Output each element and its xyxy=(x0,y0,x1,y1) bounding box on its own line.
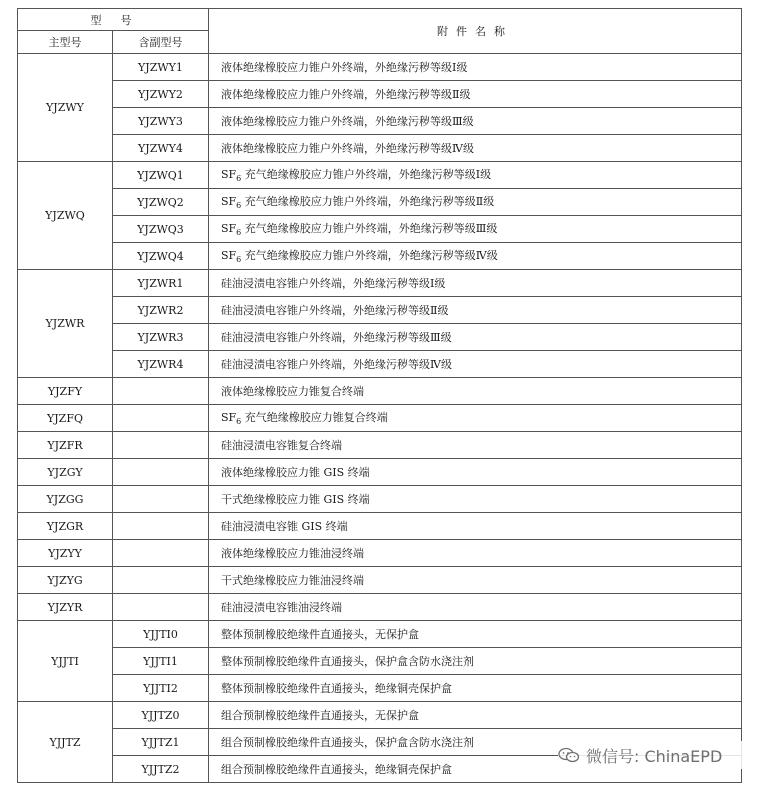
accessory-name-text: 液体绝缘橡胶应力锥户外终端，外绝缘污秽等级Ⅳ级 xyxy=(221,142,474,155)
accessory-name-cell xyxy=(209,675,742,702)
accessory-name-cell xyxy=(209,351,742,378)
sub-model-cell: YJJTI0 xyxy=(113,621,209,648)
accessory-name-cell xyxy=(209,216,742,243)
accessory-name-text: 组合预制橡胶绝缘件直通接头，绝缘铜壳保护盒 xyxy=(221,763,452,776)
accessory-name-cell xyxy=(209,513,742,540)
sub-model-cell: YJZWY1 xyxy=(113,54,209,81)
accessory-name-text: 液体绝缘橡胶应力锥户外终端，外绝缘污秽等级Ⅲ级 xyxy=(221,115,474,128)
sub-model-cell xyxy=(113,513,209,540)
accessory-name-cell xyxy=(209,459,742,486)
sub-model-cell: YJZWQ2 xyxy=(113,189,209,216)
table-row xyxy=(18,243,742,270)
table-row xyxy=(18,270,742,297)
accessory-name-text: 组合预制橡胶绝缘件直通接头，无保护盒 xyxy=(221,709,419,722)
main-model-cell: YJZFQ xyxy=(18,405,113,432)
accessory-name-text: 硅油浸渍电容锥户外终端，外绝缘污秽等级Ⅲ级 xyxy=(221,331,452,344)
accessory-name-cell xyxy=(209,270,742,297)
sub-model-cell: YJZWY3 xyxy=(113,108,209,135)
sub-model-cell: YJJTI2 xyxy=(113,675,209,702)
main-model-cell: YJJTI xyxy=(18,621,113,702)
accessory-name-cell xyxy=(209,648,742,675)
accessory-name-cell xyxy=(209,432,742,459)
wechat-icon xyxy=(558,747,580,763)
accessory-name-text: 硅油浸渍电容锥户外终端，外绝缘污秽等级Ⅰ级 xyxy=(221,277,446,290)
sf6-subscript: 6 xyxy=(236,228,242,238)
accessory-name-cell xyxy=(209,297,742,324)
main-model-cell: YJZFR xyxy=(18,432,113,459)
sub-model-cell: YJZWQ1 xyxy=(113,162,209,189)
accessory-name-cell xyxy=(209,378,742,405)
table-row xyxy=(18,54,742,81)
accessory-name-text: 硅油浸渍电容锥 GIS 终端 xyxy=(221,520,348,533)
sf6-prefix: SF xyxy=(221,222,237,236)
table-row xyxy=(18,81,742,108)
accessory-name-text: 充气绝缘橡胶应力锥户外终端，外绝缘污秽等级Ⅳ级 xyxy=(241,249,498,263)
table-row xyxy=(18,702,742,729)
table-row xyxy=(18,189,742,216)
sf6-prefix: SF xyxy=(221,168,237,182)
sf6-subscript: 6 xyxy=(236,174,242,184)
main-model-header: 主型号 xyxy=(18,31,113,54)
accessory-name-cell xyxy=(209,486,742,513)
accessory-name-text: 液体绝缘橡胶应力锥复合终端 xyxy=(221,385,364,398)
accessory-name-text: 充气绝缘橡胶应力锥户外终端，外绝缘污秽等级Ⅲ级 xyxy=(241,222,498,236)
sub-model-cell: YJJTZ0 xyxy=(113,702,209,729)
sub-model-cell: YJJTZ2 xyxy=(113,756,209,783)
sub-model-cell: YJZWR4 xyxy=(113,351,209,378)
accessory-name-header: 附件名称 xyxy=(209,9,742,54)
accessory-name-cell xyxy=(209,108,742,135)
accessory-name-text: 组合预制橡胶绝缘件直通接头，保护盒含防水浇注剂 xyxy=(221,736,474,749)
main-model-cell: YJZWQ xyxy=(18,162,113,270)
table-row xyxy=(18,675,742,702)
accessory-name-text: 充气绝缘橡胶应力锥户外终端，外绝缘污秽等级Ⅱ级 xyxy=(241,195,495,209)
sub-model-cell: YJJTI1 xyxy=(113,648,209,675)
accessory-name-text: 硅油浸渍电容锥复合终端 xyxy=(221,439,342,452)
sf6-subscript: 6 xyxy=(236,255,242,265)
table-row xyxy=(18,621,742,648)
sf6-subscript: 6 xyxy=(236,417,242,427)
sub-model-cell xyxy=(113,432,209,459)
table-row xyxy=(18,567,742,594)
table-row xyxy=(18,324,742,351)
main-model-cell: YJZWR xyxy=(18,270,113,378)
accessory-name-cell xyxy=(209,621,742,648)
table-row xyxy=(18,351,742,378)
main-model-cell: YJJTZ xyxy=(18,702,113,783)
table-row xyxy=(18,513,742,540)
sub-model-cell: YJZWY4 xyxy=(113,135,209,162)
sub-model-cell xyxy=(113,486,209,513)
accessory-name-text: 硅油浸渍电容锥油浸终端 xyxy=(221,601,342,614)
main-model-cell: YJZYG xyxy=(18,567,113,594)
sub-model-cell xyxy=(113,567,209,594)
sub-model-header: 含副型号 xyxy=(113,31,209,54)
table-row xyxy=(18,405,742,432)
sub-model-cell: YJZWR3 xyxy=(113,324,209,351)
sub-model-cell: YJZWQ4 xyxy=(113,243,209,270)
main-model-cell: YJZWY xyxy=(18,54,113,162)
accessory-name-cell xyxy=(209,189,742,216)
table-row xyxy=(18,216,742,243)
accessory-name-text: 干式绝缘橡胶应力锥油浸终端 xyxy=(221,574,364,587)
main-model-cell: YJZYY xyxy=(18,540,113,567)
sub-model-cell: YJZWR2 xyxy=(113,297,209,324)
accessory-name-text: 整体预制橡胶绝缘件直通接头，保护盒含防水浇注剂 xyxy=(221,655,474,668)
accessory-name-cell xyxy=(209,540,742,567)
accessory-name-text: 液体绝缘橡胶应力锥户外终端，外绝缘污秽等级Ⅰ级 xyxy=(221,61,468,74)
sf6-prefix: SF xyxy=(221,249,237,263)
accessory-name-cell xyxy=(209,567,742,594)
wechat-watermark xyxy=(558,741,744,769)
main-model-cell: YJZGY xyxy=(18,459,113,486)
sub-model-cell xyxy=(113,459,209,486)
table-row xyxy=(18,594,742,621)
table-row xyxy=(18,486,742,513)
accessory-name-text: 液体绝缘橡胶应力锥 GIS 终端 xyxy=(221,466,370,479)
watermark-text: 微信号: ChinaEPD xyxy=(586,746,723,766)
accessory-name-cell xyxy=(209,405,742,432)
sub-model-cell xyxy=(113,540,209,567)
table-row xyxy=(18,432,742,459)
accessory-name-text: 干式绝缘橡胶应力锥 GIS 终端 xyxy=(221,493,370,506)
accessory-name-text: 液体绝缘橡胶应力锥户外终端，外绝缘污秽等级Ⅱ级 xyxy=(221,88,471,101)
accessory-name-cell xyxy=(209,702,742,729)
sub-model-cell xyxy=(113,378,209,405)
sub-model-cell: YJZWR1 xyxy=(113,270,209,297)
accessory-name-cell xyxy=(209,162,742,189)
table-row xyxy=(18,378,742,405)
accessory-name-text: 充气绝缘橡胶应力锥复合终端 xyxy=(241,411,388,425)
accessory-name-text: 整体预制橡胶绝缘件直通接头，无保护盒 xyxy=(221,628,419,641)
main-model-cell: YJZYR xyxy=(18,594,113,621)
table-row xyxy=(18,648,742,675)
sf6-subscript: 6 xyxy=(236,201,242,211)
sub-model-cell: YJZWQ3 xyxy=(113,216,209,243)
sub-model-cell xyxy=(113,405,209,432)
accessory-name-text: 硅油浸渍电容锥户外终端，外绝缘污秽等级Ⅳ级 xyxy=(221,358,452,371)
accessory-name-cell xyxy=(209,81,742,108)
main-model-cell: YJZGR xyxy=(18,513,113,540)
table-row xyxy=(18,540,742,567)
accessory-name-text: 整体预制橡胶绝缘件直通接头，绝缘铜壳保护盒 xyxy=(221,682,452,695)
sub-model-cell xyxy=(113,594,209,621)
accessory-name-text: 硅油浸渍电容锥户外终端，外绝缘污秽等级Ⅱ级 xyxy=(221,304,449,317)
sf6-prefix: SF xyxy=(221,411,237,425)
accessory-name-cell xyxy=(209,54,742,81)
table-row xyxy=(18,162,742,189)
main-model-cell: YJZGG xyxy=(18,486,113,513)
table-body xyxy=(18,54,742,783)
sf6-prefix: SF xyxy=(221,195,237,209)
table-row xyxy=(18,459,742,486)
model-header: 型 号 xyxy=(18,9,209,31)
table-row xyxy=(18,135,742,162)
accessory-name-cell xyxy=(209,594,742,621)
table-row xyxy=(18,108,742,135)
accessory-name-cell xyxy=(209,135,742,162)
accessory-name-text: 液体绝缘橡胶应力锥油浸终端 xyxy=(221,547,364,560)
accessory-model-table xyxy=(17,8,742,783)
sub-model-cell: YJZWY2 xyxy=(113,81,209,108)
table-row xyxy=(18,297,742,324)
accessory-name-cell xyxy=(209,243,742,270)
accessory-name-cell xyxy=(209,324,742,351)
accessory-name-text: 充气绝缘橡胶应力锥户外终端，外绝缘污秽等级Ⅰ级 xyxy=(241,168,492,182)
sub-model-cell: YJJTZ1 xyxy=(113,729,209,756)
main-model-cell: YJZFY xyxy=(18,378,113,405)
